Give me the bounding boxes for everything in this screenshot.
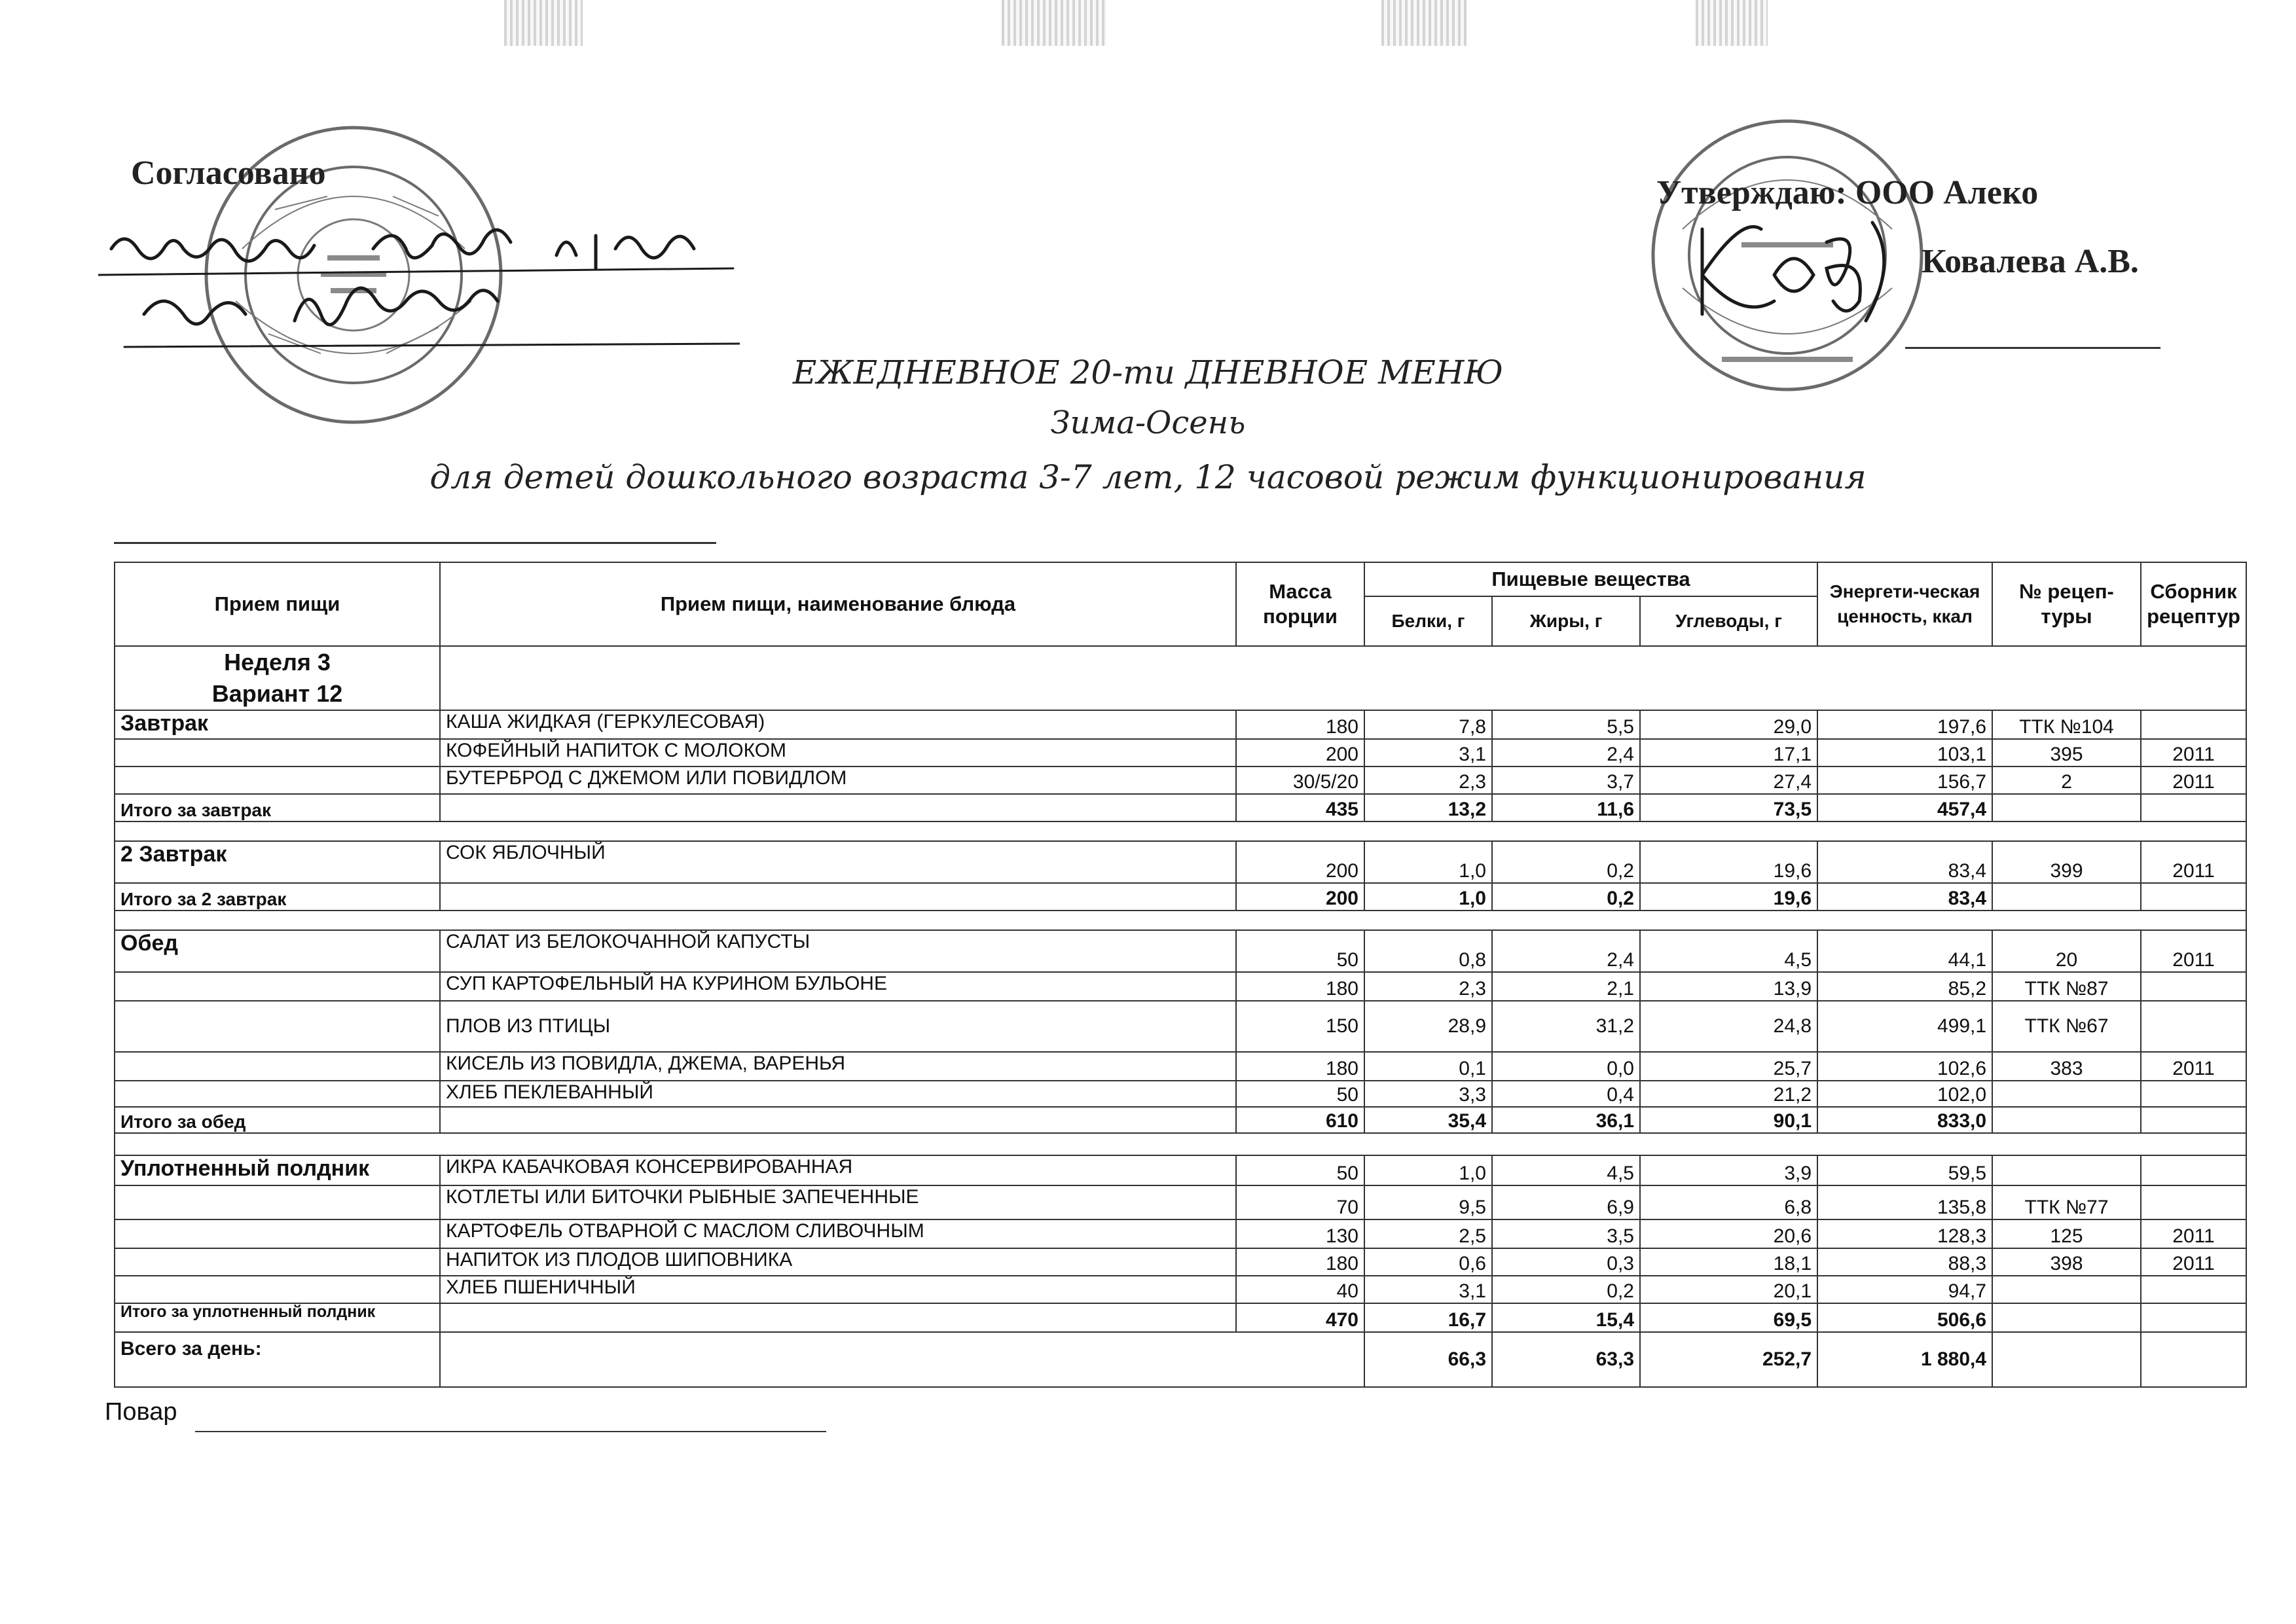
collection-cell xyxy=(2141,1107,2246,1133)
dish-name xyxy=(440,1107,1236,1133)
protein-cell: 2,5 xyxy=(1364,1219,1492,1248)
meal-name xyxy=(115,767,440,794)
fat-cell: 0,2 xyxy=(1492,1276,1640,1303)
carbs-cell: 90,1 xyxy=(1640,1107,1817,1133)
header-nutrients: Пищевые вещества xyxy=(1364,562,1817,596)
recipe-cell: 2 xyxy=(1992,767,2141,794)
carbs-cell: 17,1 xyxy=(1640,739,1817,767)
week-variant-cell xyxy=(115,646,440,710)
carbs-cell: 13,9 xyxy=(1640,972,1817,1001)
energy-cell: 103,1 xyxy=(1817,739,1992,767)
meal-name xyxy=(115,1001,440,1052)
fat-cell: 36,1 xyxy=(1492,1107,1640,1133)
header-protein: Белки, г xyxy=(1364,596,1492,646)
dish-name: КОТЛЕТЫ ИЛИ БИТОЧКИ РЫБНЫЕ ЗАПЕЧЕННЫЕ xyxy=(440,1185,1236,1219)
carbs-cell: 6,8 xyxy=(1640,1185,1817,1219)
spacer-row xyxy=(115,1133,2246,1155)
variant-label: Вариант 12 xyxy=(211,680,343,707)
total-recipe-empty xyxy=(1992,1332,2141,1387)
left-handwritten-signature xyxy=(98,209,740,360)
mass-cell: 50 xyxy=(1236,1155,1364,1185)
dish-name xyxy=(440,883,1236,911)
dish-name xyxy=(440,794,1236,821)
protein-cell: 0,1 xyxy=(1364,1052,1492,1081)
fat-cell: 3,7 xyxy=(1492,767,1640,794)
dish-name: КИСЕЛЬ ИЗ ПОВИДЛА, ДЖЕМА, ВАРЕНЬЯ xyxy=(440,1052,1236,1081)
energy-cell: 44,1 xyxy=(1817,930,1992,972)
dish-name: КОФЕЙНЫЙ НАПИТОК С МОЛОКОМ xyxy=(440,739,1236,767)
recipe-cell: ТТК №77 xyxy=(1992,1185,2141,1219)
mass-cell: 150 xyxy=(1236,1001,1364,1052)
meal-name xyxy=(115,1219,440,1248)
carbs-cell: 29,0 xyxy=(1640,710,1817,739)
collection-cell: 2011 xyxy=(2141,1248,2246,1276)
subtotal-label: Итого за обед xyxy=(115,1107,440,1133)
meal-name: Обед xyxy=(115,930,440,972)
approver-signature-line xyxy=(1905,347,2160,349)
recipe-cell: 20 xyxy=(1992,930,2141,972)
cook-signature-line xyxy=(195,1431,826,1432)
dish-name: ИКРА КАБАЧКОВАЯ КОНСЕРВИРОВАННАЯ xyxy=(440,1155,1236,1185)
meal-name xyxy=(115,972,440,1001)
header-fat: Жиры, г xyxy=(1492,596,1640,646)
season-subtitle: Зима-Осень xyxy=(1050,405,1246,441)
total-fat: 63,3 xyxy=(1492,1332,1640,1387)
subtotal-label: Итого за 2 завтрак xyxy=(115,883,440,911)
dish-name: СОК ЯБЛОЧНЫЙ xyxy=(440,841,1236,883)
protein-cell: 16,7 xyxy=(1364,1303,1492,1332)
protein-cell: 2,3 xyxy=(1364,767,1492,794)
title-underline xyxy=(114,542,716,544)
header-mass: Масса порции xyxy=(1236,562,1364,646)
carbs-cell: 69,5 xyxy=(1640,1303,1817,1332)
scan-mark xyxy=(504,0,583,46)
dish-name: КАША ЖИДКАЯ (ГЕРКУЛЕСОВАЯ) xyxy=(440,710,1236,739)
spacer-row xyxy=(115,821,2246,841)
energy-cell: 83,4 xyxy=(1817,841,1992,883)
total-collection-empty xyxy=(2141,1332,2246,1387)
dish-name: СУП КАРТОФЕЛЬНЫЙ НА КУРИНОМ БУЛЬОНЕ xyxy=(440,972,1236,1001)
energy-cell: 94,7 xyxy=(1817,1276,1992,1303)
energy-cell: 85,2 xyxy=(1817,972,1992,1001)
right-handwritten-signature xyxy=(1676,203,1925,340)
meal-name: 2 Завтрак xyxy=(115,841,440,883)
recipe-cell xyxy=(1992,794,2141,821)
energy-cell: 83,4 xyxy=(1817,883,1992,911)
subtotal-label: Итого за завтрак xyxy=(115,794,440,821)
collection-cell: 2011 xyxy=(2141,739,2246,767)
audience-subtitle: для детей дошкольного возраста 3-7 лет, 12 часовой режим функционирования xyxy=(429,458,1867,496)
energy-cell: 102,0 xyxy=(1817,1081,1992,1107)
header-collection: Сборник рецептур xyxy=(2141,562,2246,646)
week-spacer xyxy=(440,646,2246,710)
carbs-cell: 19,6 xyxy=(1640,841,1817,883)
header-dish: Прием пищи, наименование блюда xyxy=(440,562,1236,646)
protein-cell: 3,1 xyxy=(1364,1276,1492,1303)
recipe-cell: 395 xyxy=(1992,739,2141,767)
mass-cell: 470 xyxy=(1236,1303,1364,1332)
recipe-cell: ТТК №67 xyxy=(1992,1001,2141,1052)
menu-table xyxy=(114,562,2247,1388)
meal-name xyxy=(115,1185,440,1219)
recipe-cell xyxy=(1992,883,2141,911)
collection-cell: 2011 xyxy=(2141,930,2246,972)
total-protein: 66,3 xyxy=(1364,1332,1492,1387)
mass-cell: 40 xyxy=(1236,1276,1364,1303)
daily-total-spacer xyxy=(440,1332,1364,1387)
fat-cell: 0,2 xyxy=(1492,841,1640,883)
fat-cell: 15,4 xyxy=(1492,1303,1640,1332)
meal-name xyxy=(115,739,440,767)
fat-cell: 4,5 xyxy=(1492,1155,1640,1185)
mass-cell: 70 xyxy=(1236,1185,1364,1219)
total-energy: 1 880,4 xyxy=(1817,1332,1992,1387)
protein-cell: 2,3 xyxy=(1364,972,1492,1001)
approval-label: Согласовано xyxy=(131,154,326,192)
collection-cell xyxy=(2141,1303,2246,1332)
carbs-cell: 19,6 xyxy=(1640,883,1817,911)
header-meal: Прием пищи xyxy=(115,562,440,646)
mass-cell: 200 xyxy=(1236,841,1364,883)
mass-cell: 200 xyxy=(1236,883,1364,911)
carbs-cell: 3,9 xyxy=(1640,1155,1817,1185)
scan-mark xyxy=(1696,0,1768,46)
fat-cell: 2,4 xyxy=(1492,930,1640,972)
fat-cell: 0,2 xyxy=(1492,883,1640,911)
energy-cell: 833,0 xyxy=(1817,1107,1992,1133)
mass-cell: 435 xyxy=(1236,794,1364,821)
mass-cell: 180 xyxy=(1236,1052,1364,1081)
week-label: Неделя 3 xyxy=(224,649,331,676)
recipe-cell xyxy=(1992,1107,2141,1133)
collection-cell: 2011 xyxy=(2141,1052,2246,1081)
mass-cell: 610 xyxy=(1236,1107,1364,1133)
collection-cell: 2011 xyxy=(2141,767,2246,794)
dish-name: САЛАТ ИЗ БЕЛОКОЧАННОЙ КАПУСТЫ xyxy=(440,930,1236,972)
protein-cell: 7,8 xyxy=(1364,710,1492,739)
header-carbs: Углеводы, г xyxy=(1640,596,1817,646)
energy-cell: 102,6 xyxy=(1817,1052,1992,1081)
recipe-cell: 125 xyxy=(1992,1219,2141,1248)
fat-cell: 0,4 xyxy=(1492,1081,1640,1107)
collection-cell xyxy=(2141,710,2246,739)
energy-cell: 506,6 xyxy=(1817,1303,1992,1332)
carbs-cell: 24,8 xyxy=(1640,1001,1817,1052)
scan-mark xyxy=(1002,0,1106,46)
recipe-cell: ТТК №104 xyxy=(1992,710,2141,739)
carbs-cell: 20,6 xyxy=(1640,1219,1817,1248)
recipe-cell xyxy=(1992,1303,2141,1332)
dish-name: ХЛЕБ ПШЕНИЧНЫЙ xyxy=(440,1276,1236,1303)
meal-name xyxy=(115,1248,440,1276)
energy-cell: 457,4 xyxy=(1817,794,1992,821)
meal-name xyxy=(115,1276,440,1303)
fat-cell: 11,6 xyxy=(1492,794,1640,821)
dish-name: ПЛОВ ИЗ ПТИЦЫ xyxy=(440,1001,1236,1052)
carbs-cell: 25,7 xyxy=(1640,1052,1817,1081)
fat-cell: 5,5 xyxy=(1492,710,1640,739)
protein-cell: 3,1 xyxy=(1364,739,1492,767)
mass-cell: 200 xyxy=(1236,739,1364,767)
collection-cell xyxy=(2141,972,2246,1001)
dish-name: КАРТОФЕЛЬ ОТВАРНОЙ С МАСЛОМ СЛИВОЧНЫМ xyxy=(440,1219,1236,1248)
dish-name: ХЛЕБ ПЕКЛЕВАННЫЙ xyxy=(440,1081,1236,1107)
carbs-cell: 73,5 xyxy=(1640,794,1817,821)
mass-cell: 30/5/20 xyxy=(1236,767,1364,794)
recipe-cell: ТТК №87 xyxy=(1992,972,2141,1001)
collection-cell xyxy=(2141,1185,2246,1219)
subtotal-label: Итого за уплотненный полдник xyxy=(115,1303,440,1332)
carbs-cell: 18,1 xyxy=(1640,1248,1817,1276)
mass-cell: 130 xyxy=(1236,1219,1364,1248)
mass-cell: 180 xyxy=(1236,1248,1364,1276)
carbs-cell: 4,5 xyxy=(1640,930,1817,972)
protein-cell: 0,8 xyxy=(1364,930,1492,972)
protein-cell: 9,5 xyxy=(1364,1185,1492,1219)
energy-cell: 59,5 xyxy=(1817,1155,1992,1185)
recipe-cell: 383 xyxy=(1992,1052,2141,1081)
spacer-row xyxy=(115,911,2246,930)
fat-cell: 2,1 xyxy=(1492,972,1640,1001)
mass-cell: 180 xyxy=(1236,972,1364,1001)
protein-cell: 28,9 xyxy=(1364,1001,1492,1052)
total-carbs: 252,7 xyxy=(1640,1332,1817,1387)
carbs-cell: 20,1 xyxy=(1640,1276,1817,1303)
dish-name: БУТЕРБРОД С ДЖЕМОМ ИЛИ ПОВИДЛОМ xyxy=(440,767,1236,794)
fat-cell: 6,9 xyxy=(1492,1185,1640,1219)
recipe-cell xyxy=(1992,1276,2141,1303)
meal-name xyxy=(115,1081,440,1107)
header-energy: Энергети-ческая ценность, ккал xyxy=(1817,562,1992,646)
energy-cell: 499,1 xyxy=(1817,1001,1992,1052)
energy-cell: 156,7 xyxy=(1817,767,1992,794)
meal-name: Уплотненный полдник xyxy=(115,1155,440,1185)
collection-cell: 2011 xyxy=(2141,1219,2246,1248)
mass-cell: 50 xyxy=(1236,1081,1364,1107)
protein-cell: 1,0 xyxy=(1364,841,1492,883)
meal-name xyxy=(115,1052,440,1081)
recipe-cell xyxy=(1992,1081,2141,1107)
collection-cell xyxy=(2141,1001,2246,1052)
scan-mark xyxy=(1381,0,1467,46)
energy-cell: 88,3 xyxy=(1817,1248,1992,1276)
recipe-cell: 399 xyxy=(1992,841,2141,883)
dish-name xyxy=(440,1303,1236,1332)
collection-cell xyxy=(2141,1155,2246,1185)
daily-total-label: Всего за день: xyxy=(115,1332,440,1387)
document-title: ЕЖЕДНЕВНОЕ 20-ти ДНЕВНОЕ МЕНЮ xyxy=(792,353,1504,391)
approved-by-label: Утверждаю: ООО Алеко xyxy=(1656,174,2039,211)
dish-name: НАПИТОК ИЗ ПЛОДОВ ШИПОВНИКА xyxy=(440,1248,1236,1276)
protein-cell: 13,2 xyxy=(1364,794,1492,821)
cook-label: Повар xyxy=(105,1398,177,1426)
mass-cell: 50 xyxy=(1236,930,1364,972)
energy-cell: 128,3 xyxy=(1817,1219,1992,1248)
protein-cell: 0,6 xyxy=(1364,1248,1492,1276)
carbs-cell: 21,2 xyxy=(1640,1081,1817,1107)
fat-cell: 3,5 xyxy=(1492,1219,1640,1248)
header-recipe: № рецеп-туры xyxy=(1992,562,2141,646)
approver-name: Ковалева А.В. xyxy=(1922,243,2139,280)
protein-cell: 1,0 xyxy=(1364,1155,1492,1185)
fat-cell: 0,0 xyxy=(1492,1052,1640,1081)
recipe-cell: 398 xyxy=(1992,1248,2141,1276)
fat-cell: 31,2 xyxy=(1492,1001,1640,1052)
protein-cell: 1,0 xyxy=(1364,883,1492,911)
fat-cell: 0,3 xyxy=(1492,1248,1640,1276)
mass-cell: 180 xyxy=(1236,710,1364,739)
meal-name: Завтрак xyxy=(115,710,440,739)
collection-cell xyxy=(2141,883,2246,911)
collection-cell xyxy=(2141,1081,2246,1107)
carbs-cell: 27,4 xyxy=(1640,767,1817,794)
energy-cell: 135,8 xyxy=(1817,1185,1992,1219)
collection-cell: 2011 xyxy=(2141,841,2246,883)
protein-cell: 35,4 xyxy=(1364,1107,1492,1133)
protein-cell: 3,3 xyxy=(1364,1081,1492,1107)
fat-cell: 2,4 xyxy=(1492,739,1640,767)
collection-cell xyxy=(2141,794,2246,821)
recipe-cell xyxy=(1992,1155,2141,1185)
collection-cell xyxy=(2141,1276,2246,1303)
energy-cell: 197,6 xyxy=(1817,710,1992,739)
